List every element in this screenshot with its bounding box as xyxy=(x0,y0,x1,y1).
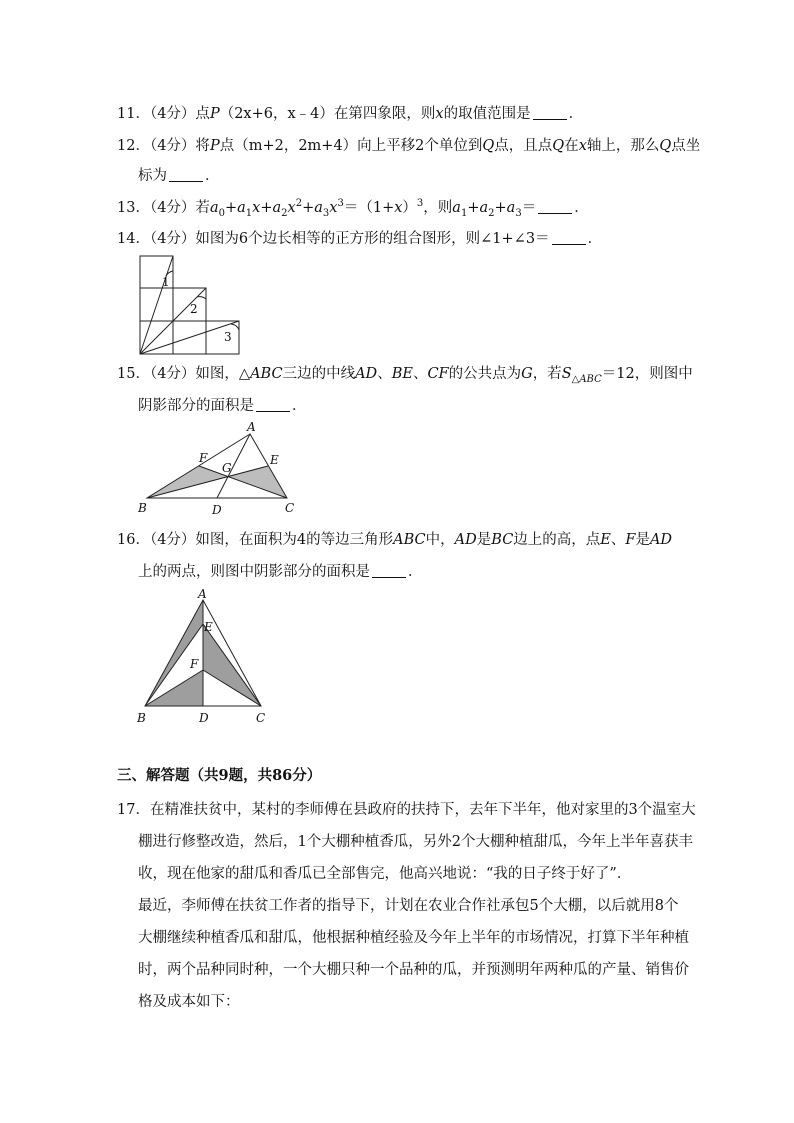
q15-shaded-triangle-left xyxy=(147,466,228,498)
q11-var: x xyxy=(435,106,444,122)
q11-number: 11．（4分）点 xyxy=(117,106,210,122)
question-17-line-2: 棚进行修整改造，然后，1个大棚种植香瓜，另外2个大棚种植甜瓜，今年上半年喜获丰 xyxy=(138,834,693,850)
q15-answer-blank xyxy=(256,397,290,412)
q15-line2: 阴影部分的面积是 xyxy=(138,398,254,414)
q12-point-q3: Q xyxy=(659,138,672,154)
q16-label-f: F xyxy=(190,657,199,671)
question-15-cont xyxy=(138,396,307,416)
q15-label-g: G xyxy=(222,461,232,475)
question-17-line-6: 时，两个品种同时种，一个大棚只种一个品种的瓜，并预测明年两种瓜的产量、销售价 xyxy=(138,962,689,978)
q15-label-c: C xyxy=(285,501,295,515)
q12-text-1: 点（m+2，2m+4）向上平移2个单位到 xyxy=(219,138,483,154)
q14-square xyxy=(206,321,239,354)
q12-text-5: 点坐 xyxy=(671,138,701,154)
q16-answer-blank xyxy=(372,563,406,578)
q13-end: ． xyxy=(574,200,589,216)
q14-angle-arc-3 xyxy=(231,324,239,330)
q16-label-d: D xyxy=(199,711,209,725)
question-17-line-3: 收，现在他家的甜瓜和香瓜已全部售完，他高兴地说：“我的日子终于好了”． xyxy=(138,866,632,882)
q11-tail: 的取值范围是 xyxy=(443,106,531,122)
q14-angle-arc-2 xyxy=(197,297,206,299)
q15-line1: 15．（4分）如图，△ABC三边的中线AD、BE、CF的公共点为G，若$S_{\triangle ABC}=12$，则图中 xyxy=(117,366,693,385)
q12-number: 12．（4分）将 xyxy=(117,138,210,154)
question-13 xyxy=(117,198,589,218)
q13-answer-blank xyxy=(538,199,572,214)
q12-text-2: 点，且点 xyxy=(494,138,553,154)
q14-figure xyxy=(135,252,247,356)
q12-axis: x xyxy=(578,138,587,154)
q16-end: ． xyxy=(408,564,423,580)
q12-point-p: P xyxy=(209,138,220,154)
question-12-cont xyxy=(138,166,220,186)
q16-figure xyxy=(135,588,275,726)
q16-line1: 16．（4分）如图，在面积为4的等边三角形ABC中，AD是BC边上的高，点E、F是AD xyxy=(117,532,673,548)
q14-diagonal-1 xyxy=(140,256,173,354)
q15-label-b: B xyxy=(138,501,147,515)
q14-end: ． xyxy=(587,231,603,247)
q16-line2: 上的两点，则图中阴影部分的面积是 xyxy=(138,564,370,580)
q11-end: ． xyxy=(568,106,584,122)
section-3-heading: 三、解答题（共9题，共86分） xyxy=(117,767,322,784)
q14-answer-blank xyxy=(552,230,586,245)
q12-point-q: Q xyxy=(482,138,495,154)
question-17-line-4: 最近，李师傅在扶贫工作者的指导下，计划在农业合作社承包5个大棚，以后就用8个 xyxy=(138,898,679,914)
q16-label-a: A xyxy=(198,588,207,601)
q14-label-3: 3 xyxy=(224,330,232,344)
q12-point-q2: Q xyxy=(552,138,565,154)
q11-coords: （2x+6，x﹣4）在第四象限，则 xyxy=(219,106,436,122)
q14-label-2: 2 xyxy=(190,302,198,316)
q15-label-e: E xyxy=(270,453,279,467)
question-16 xyxy=(117,530,672,550)
q13-number: 13．（4分）若 xyxy=(117,200,210,216)
q14-label-1: 1 xyxy=(162,275,170,289)
q13-sum: $a_1+a_2+a_3=$ xyxy=(452,200,537,219)
q15-label-a: A xyxy=(247,422,256,434)
q13-expression: $a_0+a_1x+a_2x^2+a_3x^3=(1+x)^3$，则 xyxy=(209,198,453,219)
q15-label-d: D xyxy=(212,503,222,517)
q11-answer-blank xyxy=(533,105,567,120)
question-11 xyxy=(117,104,583,124)
q12-end: ． xyxy=(205,168,220,184)
question-14 xyxy=(117,229,602,249)
q16-label-c: C xyxy=(256,711,266,725)
q16-label-b: B xyxy=(137,711,146,725)
q12-line2: 标为 xyxy=(138,168,167,184)
q11-point: P xyxy=(209,106,220,122)
q16-label-e: E xyxy=(204,620,213,634)
question-15 xyxy=(117,364,693,384)
question-17-line-7: 格及成本如下： xyxy=(138,994,240,1010)
q15-label-f: F xyxy=(199,451,208,465)
question-17-line-1: 17．在精准扶贫中，某村的李师傅在县政府的扶持下，去年下半年，他对家里的3个温室大 xyxy=(117,802,696,818)
q15-end: ． xyxy=(292,398,307,414)
q14-text: 14．（4分）如图为6个边长相等的正方形的组合图形，则∠1+∠3＝ xyxy=(117,231,550,247)
question-12 xyxy=(117,136,700,156)
question-17-line-5: 大棚继续种植香瓜和甜瓜，他根据种植经验及今年上半年的市场情况，打算下半年种植 xyxy=(138,930,689,946)
q12-answer-blank xyxy=(169,167,203,182)
q15-figure xyxy=(135,422,305,518)
question-16-cont xyxy=(138,562,423,582)
q12-text-4: 轴上，那么 xyxy=(586,138,660,154)
q12-text-3: 在 xyxy=(564,138,579,154)
